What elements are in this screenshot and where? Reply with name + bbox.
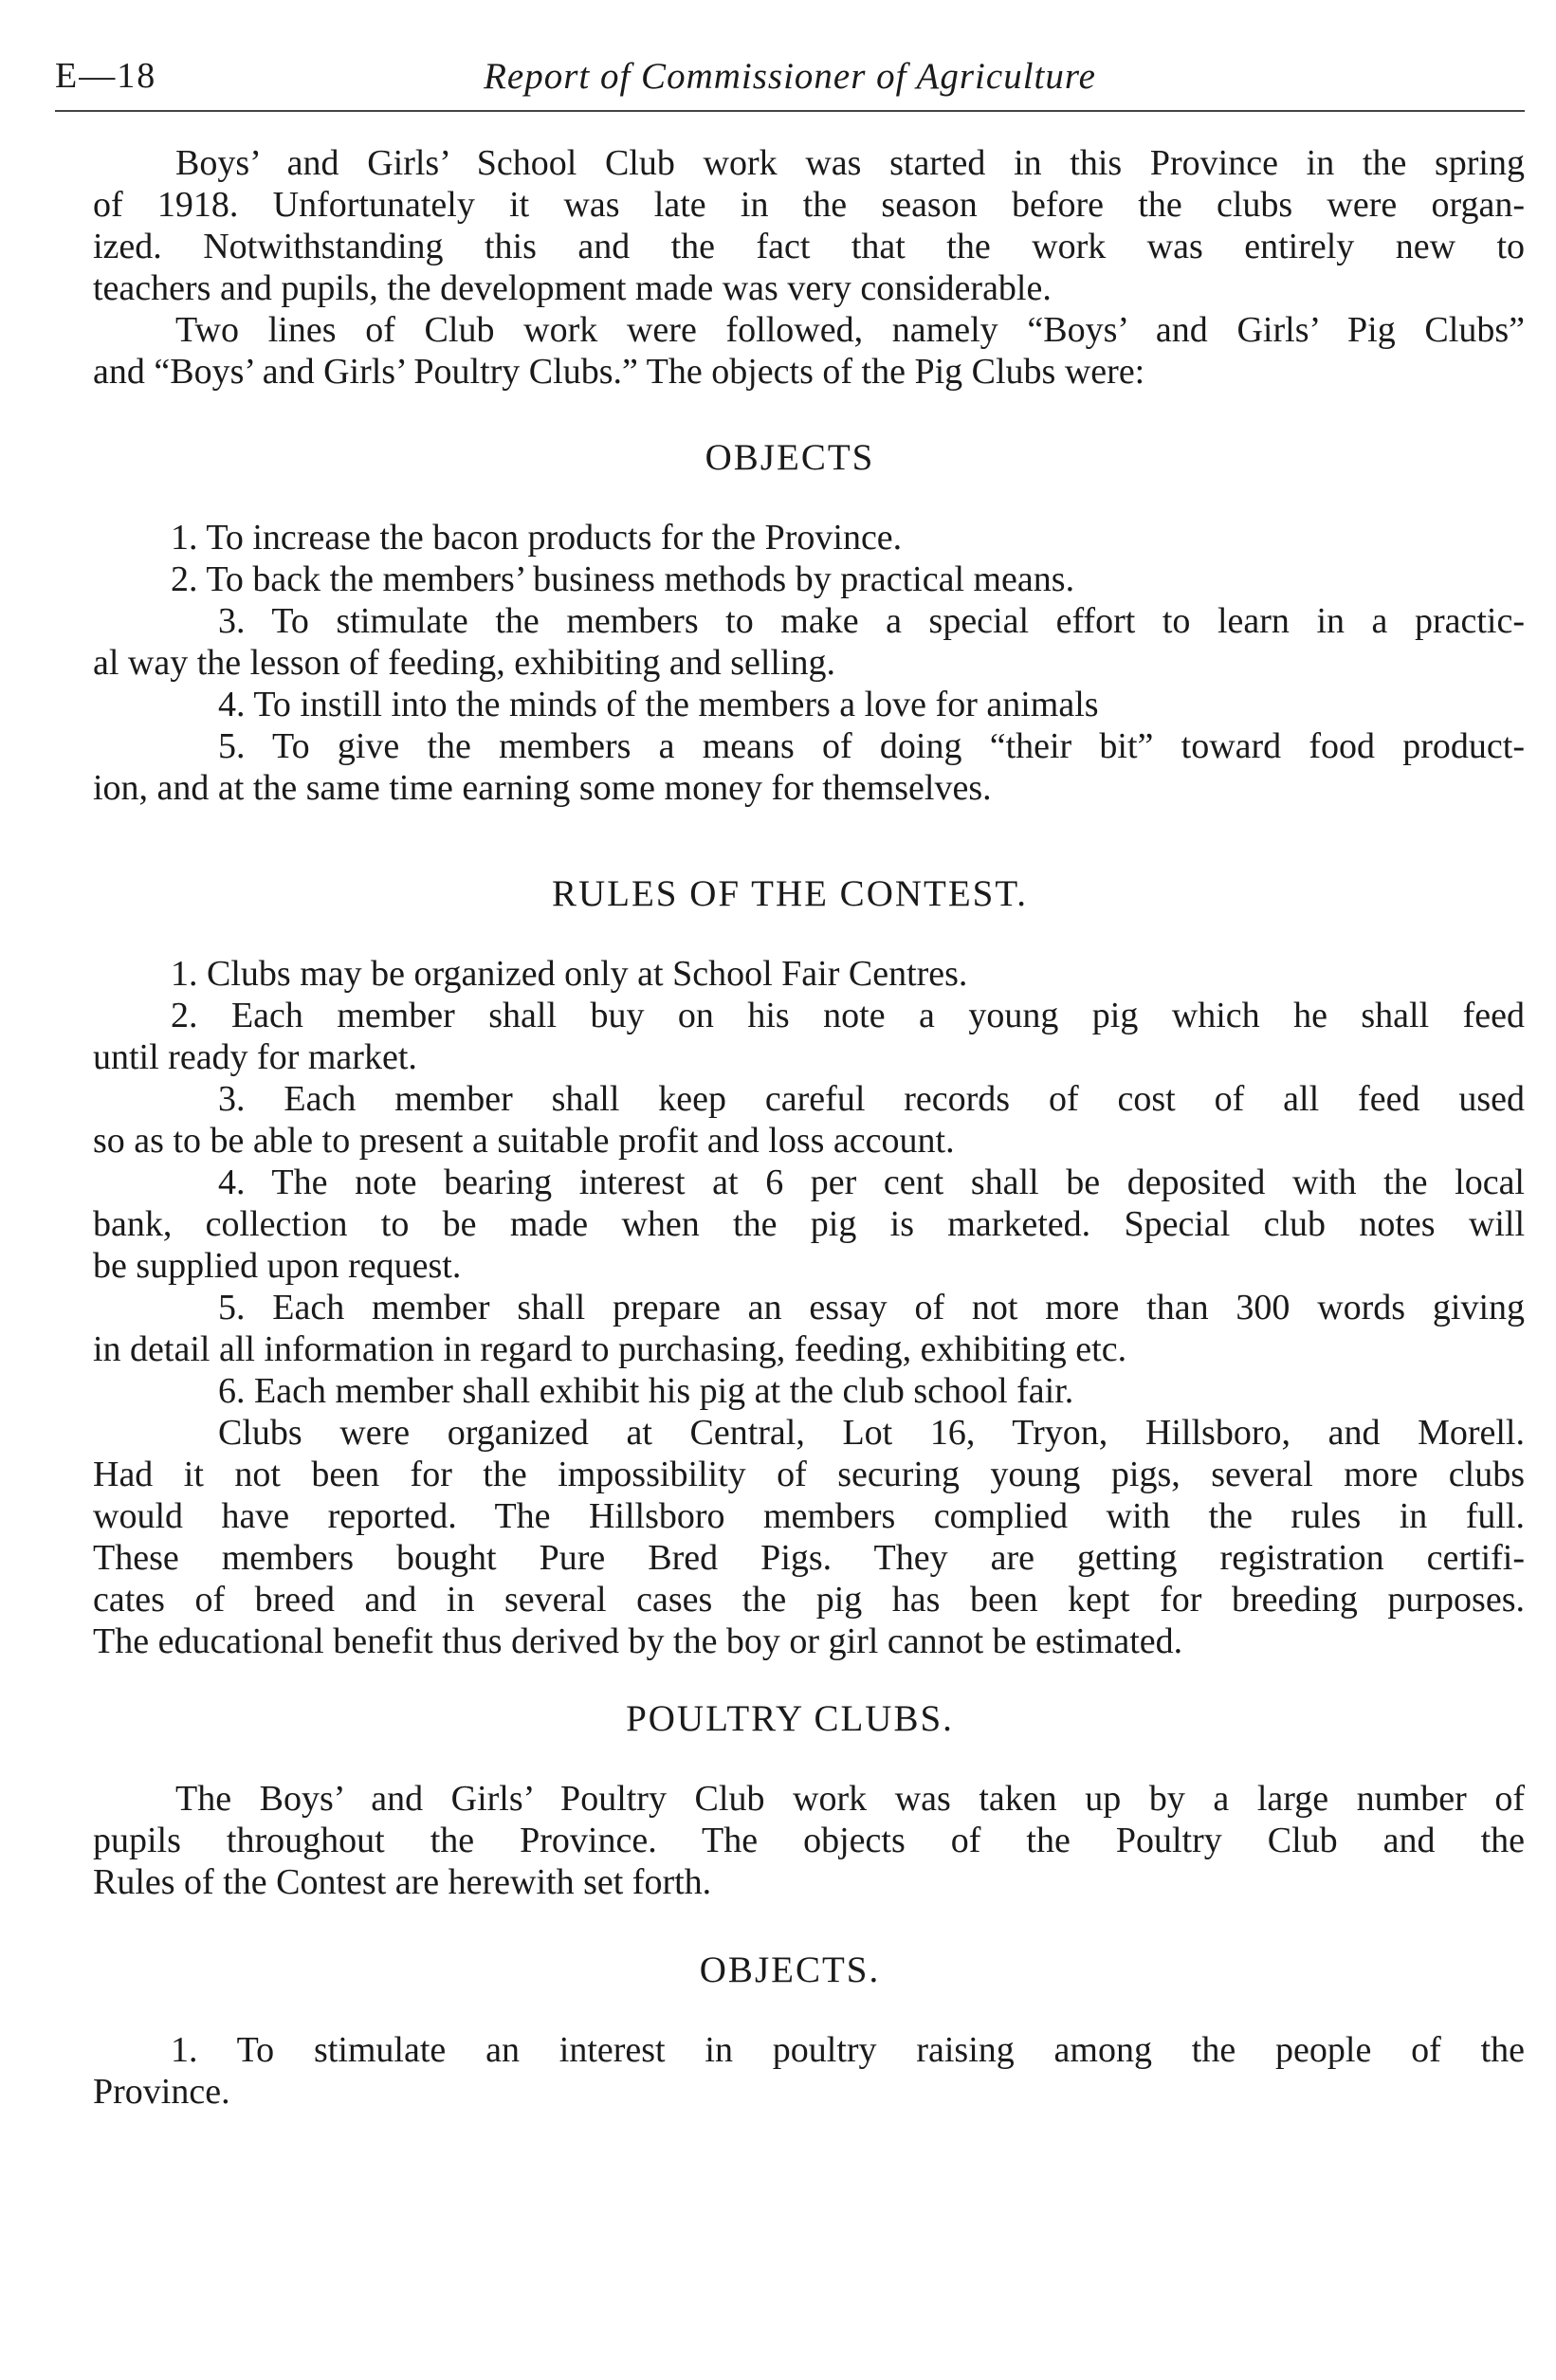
list-item: 2. Each member shall buy on his note a young pig which he shall feed: [171, 996, 1525, 1035]
section-heading-poultry-objects: OBJECTS.: [699, 1950, 881, 1990]
list-item-continuation: be supplied upon request.: [93, 1246, 462, 1286]
poultry-line: Rules of the Contest are herewith set forth.: [93, 1862, 712, 1902]
list-item: 2. To back the members’ business methods by practical means.: [171, 559, 1075, 599]
list-item-continuation: al way the lesson of feeding, exhibiting and selling.: [93, 643, 836, 683]
intro-line: Two lines of Club work were followed, namely “Boys’ and Girls’ Pig Clubs”: [175, 310, 1525, 350]
poultry-line: pupils throughout the Province. The objects of the Poultry Club and the: [93, 1821, 1525, 1860]
closing-line: Had it not been for the impossibility of securing young pigs, several more clubs: [93, 1455, 1525, 1494]
intro-line: ized. Notwithstanding this and the fact that the work was entirely new to: [93, 227, 1525, 266]
closing-line: The educational benefit thus derived by the boy or girl cannot be estimated.: [93, 1621, 1183, 1661]
closing-line: These members bought Pure Bred Pigs. They are getting registration certifi-: [93, 1538, 1525, 1578]
page-number: E—18: [55, 56, 157, 96]
section-heading-objects: OBJECTS: [705, 437, 875, 478]
section-heading-rules: RULES OF THE CONTEST.: [551, 873, 1029, 914]
running-title: Report of Commissioner of Agriculture: [484, 56, 1096, 97]
list-item-continuation: in detail all information in regard to purchasing, feeding, exhibiting etc.: [93, 1329, 1127, 1369]
list-item: 1. Clubs may be organized only at School Fair Centres.: [171, 954, 968, 994]
list-item: 3. To stimulate the members to make a special effort to learn in a practic-: [218, 601, 1525, 641]
list-item: 1. To stimulate an interest in poultry raising among the people of the: [171, 2030, 1525, 2070]
list-item: 5. To give the members a means of doing “their bit” toward food product-: [218, 726, 1525, 766]
list-item-continuation: ion, and at the same time earning some money for themselves.: [93, 768, 992, 808]
list-item-continuation: so as to be able to present a suitable profit and loss account.: [93, 1121, 955, 1161]
poultry-line: The Boys’ and Girls’ Poultry Club work was taken up by a large number of: [175, 1779, 1525, 1819]
list-item: 6. Each member shall exhibit his pig at the club school fair.: [218, 1371, 1074, 1411]
closing-line: cates of breed and in several cases the pig has been kept for breeding purposes.: [93, 1580, 1525, 1620]
page-header: [55, 55, 1525, 112]
list-item: 4. To instill into the minds of the members a love for animals: [218, 685, 1099, 724]
list-item: 1. To increase the bacon products for the Province.: [171, 518, 903, 558]
list-item: 3. Each member shall keep careful records of cost of all feed used: [218, 1079, 1525, 1119]
closing-line: would have reported. The Hillsboro members complied with the rules in full.: [93, 1496, 1525, 1536]
list-item-continuation: bank, collection to be made when the pig is marketed. Special club notes will: [93, 1204, 1525, 1244]
intro-line: teachers and pupils, the development made was very considerable.: [93, 268, 1052, 308]
section-heading-poultry: POULTRY CLUBS.: [626, 1698, 954, 1739]
intro-line: of 1918. Unfortunately it was late in the season before the clubs were organ-: [93, 185, 1525, 225]
intro-line: Boys’ and Girls’ School Club work was started in this Province in the spring: [175, 143, 1525, 183]
list-item-continuation: until ready for market.: [93, 1037, 417, 1077]
list-item-continuation: Province.: [93, 2072, 230, 2112]
list-item: 4. The note bearing interest at 6 per cent shall be deposited with the local: [218, 1163, 1525, 1202]
intro-line: and “Boys’ and Girls’ Poultry Clubs.” The objects of the Pig Clubs were:: [93, 352, 1145, 392]
list-item: 5. Each member shall prepare an essay of not more than 300 words giving: [218, 1288, 1525, 1327]
header-rule: [55, 110, 1525, 112]
closing-line: Clubs were organized at Central, Lot 16, Tryon, Hillsboro, and Morell.: [218, 1413, 1525, 1453]
